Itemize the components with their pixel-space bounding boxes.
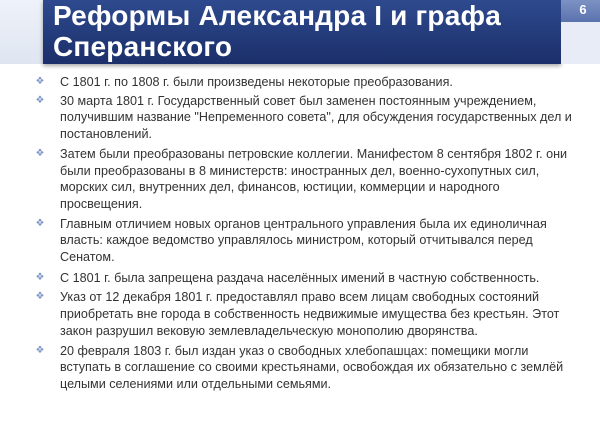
bullet-item [0,216,600,266]
bullet-item [0,74,600,91]
bullet-list [0,74,600,393]
slide-title: Реформы Александра I и графа Сперанского [53,0,501,62]
slide-number: 6 [579,2,587,17]
bullet-text: 20 февраля 1803 г. был издан указ о свободных хлебопашцах: помещики могли вступать в соглашение со своими крестьянами, освобождая их обязательно с землёй целыми селениями или отдельными семьями. [60,343,564,391]
diamond-bullet-icon: ❖ [35,94,45,106]
bullet-text: 30 марта 1801 г. Государственный совет был заменен постоянным учреждением, получившим название "Непременного совета", для обсуждения государственных дел и постановлений. [60,93,572,142]
diamond-bullet-icon: ❖ [35,344,45,356]
bullet-text: С 1801 г. была запрещена раздача населённых имений в частную собственность. [60,270,540,285]
bullet-text: С 1801 г. по 1808 г. были произведены некоторые преобразования. [60,75,453,89]
bullet-text: Затем были преобразованы петровские коллегии. Манифестом 8 сентября 1802 г. они были преобразованы в 8 министерств: иностранных дел, военно-сухопутных сил, морских сил, внутренних дел, финансов, юстиции, коммерции и народного просвещения. [60,146,568,211]
bullet-item [0,270,600,287]
diamond-bullet-icon: ❖ [35,147,45,159]
title-right-strip [561,22,600,64]
bullet-item [0,146,600,213]
bullet-item [0,289,600,339]
diamond-bullet-icon: ❖ [35,217,45,229]
diamond-bullet-icon: ❖ [35,76,45,87]
title-left-strip [0,0,43,64]
diamond-bullet-icon: ❖ [35,271,45,283]
title-band [0,0,600,68]
bullet-item [0,93,600,143]
diamond-bullet-icon: ❖ [35,291,45,303]
bullet-item [0,343,600,393]
title-box [43,0,561,64]
bullet-text: Указ от 12 декабря 1801 г. предоставлял право всем лицам свободных состояний приобретать вне города в собственность недвижимые имущества без крестьян. Этот закон разрушил вековую землевладельческую монополию дворянства. [60,290,560,338]
bullet-text: Главным отличием новых органов центрального управления была их единоличная власть: каждое ведомство управлялось министром, который отчитывался перед Сенатом. [60,216,547,265]
